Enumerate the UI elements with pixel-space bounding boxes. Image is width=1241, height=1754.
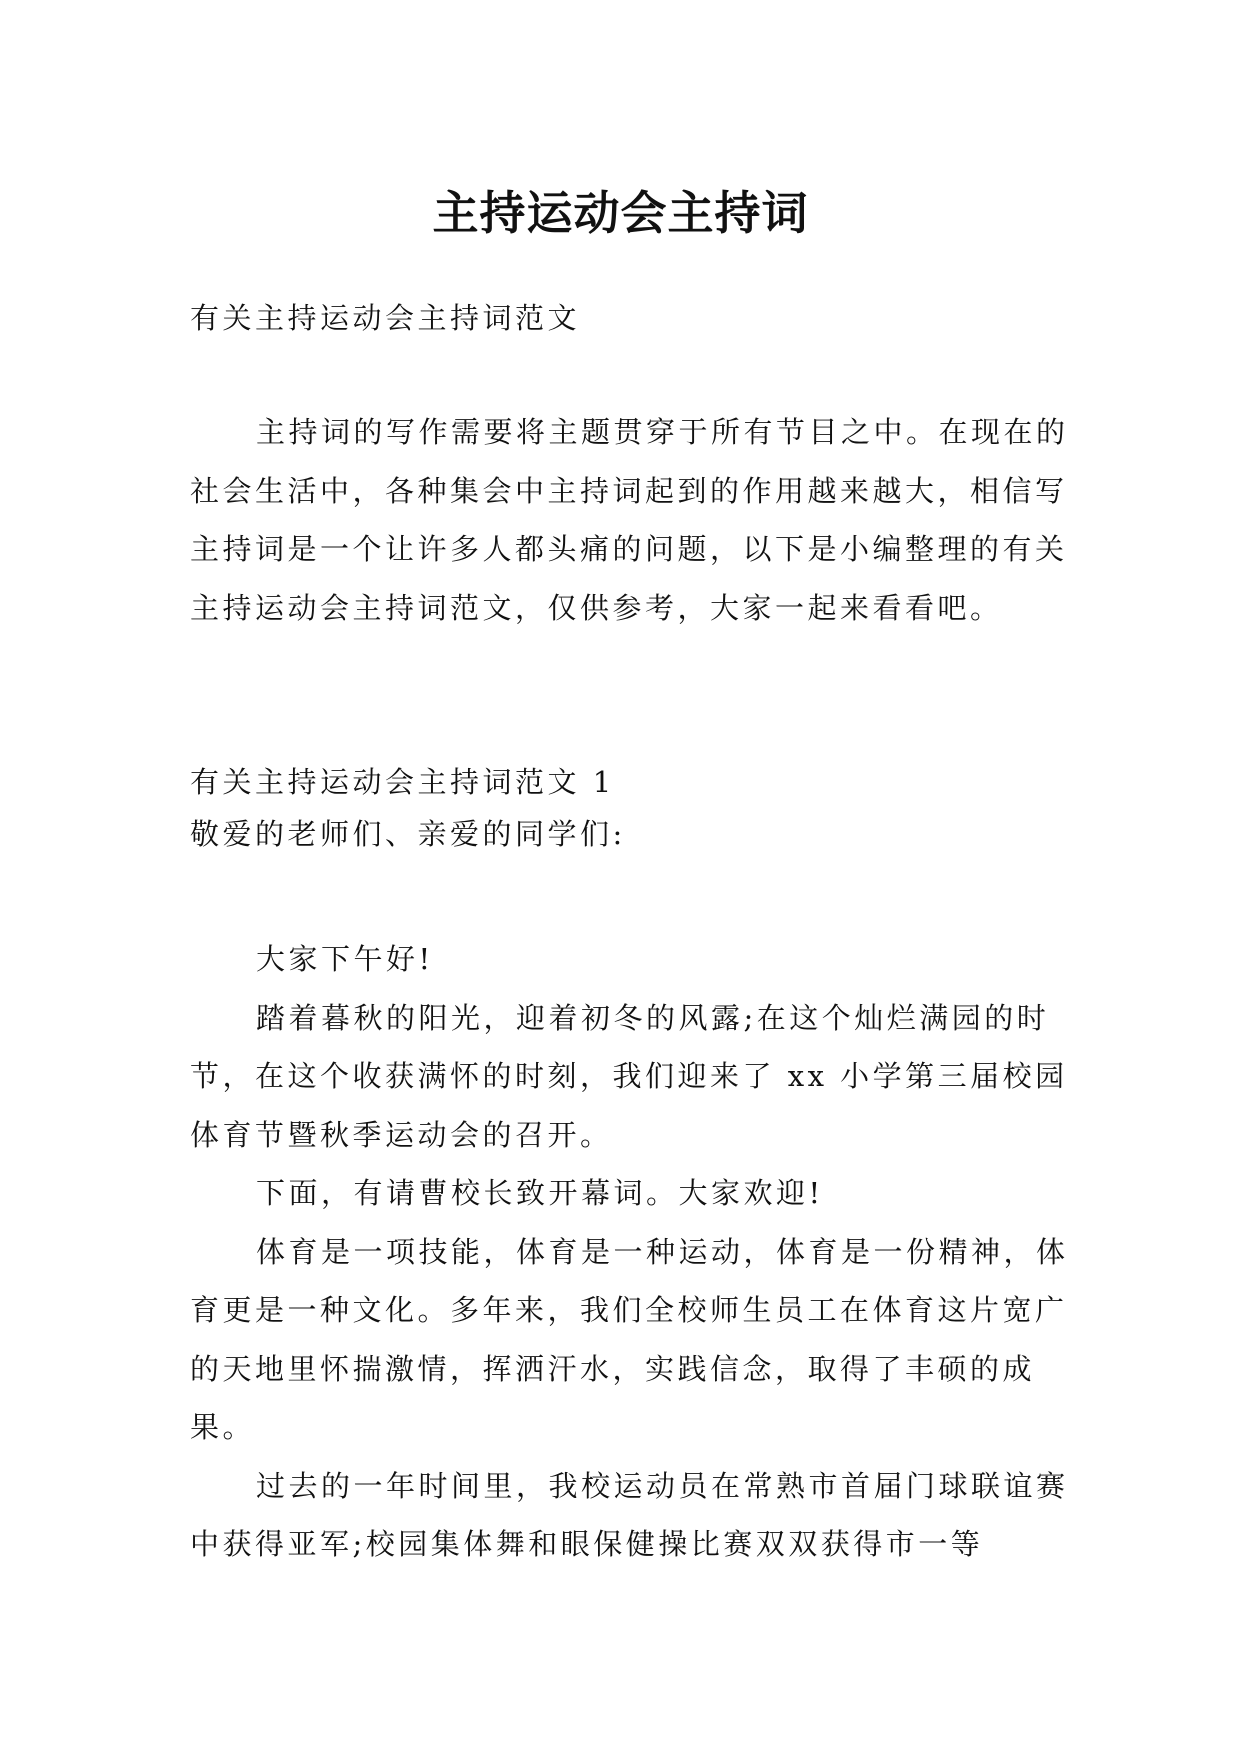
body-paragraph: 体育是一项技能，体育是一种运动，体育是一份精神，体育更是一种文化。多年来，我们全校师生员工在体育这片宽广的天地里怀揣激情，挥洒汗水，实践信念，取得了丰硕的成果。: [190, 1234, 1069, 1444]
document-subtitle: 有关主持运动会主持词范文: [190, 301, 581, 335]
document-title: 主持运动会主持词: [432, 185, 809, 240]
body-paragraph: 过去的一年时间里，我校运动员在常熟市首届门球联谊赛中获得亚军;校园集体舞和眼保健操比赛双双获得市一等: [190, 1468, 1069, 1561]
intro-paragraph: 主持词的写作需要将主题贯穿于所有节目之中。在现在的社会生活中，各种集会中主持词起到的作用越来越大，相信写主持词是一个让许多人都头痛的问题，以下是小编整理的有关主持运动会主持词范文，仅供参考，大家一起来看看吧。: [190, 415, 1069, 625]
body-paragraph: 下面，有请曹校长致开幕词。大家欢迎!: [256, 1176, 824, 1210]
body-paragraphs: [190, 930, 1070, 1574]
body-paragraph: 大家下午好!: [256, 942, 434, 976]
section-heading: 有关主持运动会主持词范文 1: [190, 765, 615, 799]
greeting-line: 敬爱的老师们、亲爱的同学们:: [190, 817, 626, 851]
body-paragraph: 踏着暮秋的阳光，迎着初冬的风露;在这个灿烂满园的时节，在这个收获满怀的时刻，我们迎来了 xx 小学第三届校园体育节暨秋季运动会的召开。: [190, 1000, 1068, 1152]
